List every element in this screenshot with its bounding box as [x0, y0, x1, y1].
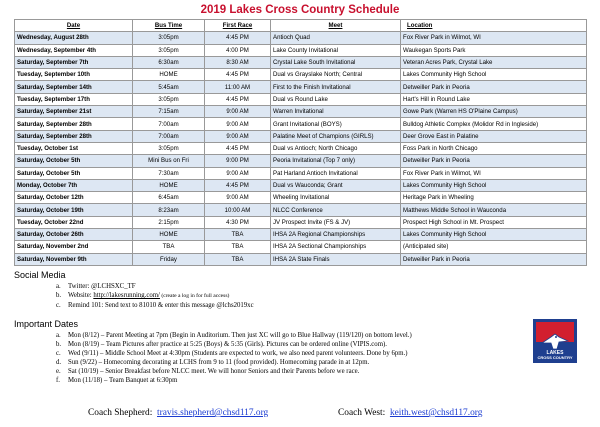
cell-location: Waukegan Sports Park [401, 44, 587, 56]
date-text: Sun (9/22) – Homecoming decorating at LCHS from 9 to 11 (food provided). Homecoming parade in at 12pm. [68, 359, 370, 366]
coach-west-contact [338, 408, 482, 418]
cell-bus-time: 6:30am [133, 56, 205, 68]
header-bus-time: Bus Time [133, 20, 205, 32]
cell-meet: Dual vs Round Lake [271, 93, 401, 105]
table-row [15, 241, 587, 253]
cell-bus-time: HOME [133, 69, 205, 81]
cell-location: (Anticipated site) [401, 241, 587, 253]
cell-bus-time: 7:00am [133, 130, 205, 142]
list-item [56, 367, 412, 376]
cell-first-race: TBA [205, 253, 271, 265]
table-row [15, 32, 587, 44]
cell-first-race: 9:00 AM [205, 167, 271, 179]
table-row [15, 253, 587, 265]
cell-location: Heritage Park in Wheeling [401, 192, 587, 204]
cell-first-race: 10:00 AM [205, 204, 271, 216]
cell-first-race: 11:00 AM [205, 81, 271, 93]
cell-location: Bulldog Athletic Complex (Molidor Rd in Ingleside) [401, 118, 587, 130]
cell-location: Deer Grove East in Palatine [401, 130, 587, 142]
cell-meet: Lake County Invitational [271, 44, 401, 56]
cell-date: Saturday, October 5th [15, 167, 133, 179]
list-item [56, 291, 254, 301]
cell-meet: Dual vs Antioch; North Chicago [271, 142, 401, 154]
coach-west-email-link[interactable]: keith.west@chsd117.org [389, 408, 483, 418]
cell-bus-time: Friday [133, 253, 205, 265]
cell-meet: NLCC Conference [271, 204, 401, 216]
table-row [15, 118, 587, 130]
cell-date: Monday, October 7th [15, 179, 133, 191]
cell-location: Gowe Park (Warren HS O'Plaine Campus) [401, 106, 587, 118]
cell-date: Tuesday, September 17th [15, 93, 133, 105]
schedule-table [14, 19, 587, 266]
cell-location: Veteran Acres Park, Crystal Lake [401, 56, 587, 68]
cell-first-race: 4:45 PM [205, 142, 271, 154]
cell-first-race: TBA [205, 229, 271, 241]
table-row [15, 93, 587, 105]
cell-date: Saturday, October 26th [15, 229, 133, 241]
cell-first-race: 4:45 PM [205, 93, 271, 105]
table-row [15, 56, 587, 68]
list-item [56, 301, 254, 310]
cell-bus-time: 2:15pm [133, 216, 205, 228]
table-row [15, 106, 587, 118]
header-location: Location [401, 20, 587, 32]
cell-meet: Pat Harland Antioch Invitational [271, 167, 401, 179]
cell-location: Lakes Community High School [401, 69, 587, 81]
cell-bus-time: Mini Bus on Fri [133, 155, 205, 167]
important-dates-list [56, 331, 412, 385]
cell-date: Saturday, October 5th [15, 155, 133, 167]
cell-meet: Peoria Invitational (Top 7 only) [271, 155, 401, 167]
cell-first-race: 4:30 PM [205, 216, 271, 228]
date-text: Mon (8/19) – Team Pictures after practice at 5:25 (Boys) & 5:35 (Girls). Pictures can be ordered online (VIPIS.com). [68, 341, 387, 348]
cell-bus-time: HOME [133, 179, 205, 191]
cell-bus-time: 7:30am [133, 167, 205, 179]
website-label: Website: [68, 292, 94, 299]
header-date: Date [15, 20, 133, 32]
coach-shepherd-email-link[interactable]: travis.shepherd@chsd117.org [157, 408, 269, 418]
cell-bus-time: 3:05pm [133, 32, 205, 44]
table-header-row [15, 20, 587, 32]
list-letter: b. [56, 292, 62, 299]
cell-first-race: 4:00 PM [205, 44, 271, 56]
cell-bus-time: 3:05pm [133, 44, 205, 56]
cell-meet: Grant Invitational (BOYS) [271, 118, 401, 130]
cell-location: Detweiller Park in Peoria [401, 155, 587, 167]
table-row [15, 167, 587, 179]
header-first-race: First Race [205, 20, 271, 32]
cell-location: Detweiller Park in Peoria [401, 81, 587, 93]
table-row [15, 81, 587, 93]
table-row [15, 44, 587, 56]
table-row [15, 69, 587, 81]
cell-meet: Antioch Quad [271, 32, 401, 44]
cell-first-race: 9:00 PM [205, 155, 271, 167]
list-letter: c. [56, 350, 61, 357]
cell-meet: Crystal Lake South Invitational [271, 56, 401, 68]
cell-location: Hart's Hill in Round Lake [401, 93, 587, 105]
cell-location: Lakes Community High School [401, 179, 587, 191]
table-row [15, 192, 587, 204]
table-row [15, 229, 587, 241]
date-text: Wed (9/11) – Middle School Meet at 4:30pm (Students are expected to work, we also need parent volunteers. Done by 6pm.) [68, 350, 408, 357]
cell-bus-time: TBA [133, 241, 205, 253]
list-letter: d. [56, 359, 62, 366]
cell-first-race: 9:00 AM [205, 106, 271, 118]
date-text: Mon (8/12) – Parent Meeting at 7pm (Begin in Auditorium. Then just XC will go to Blue Hallway (119/120) on bottom level.) [68, 332, 412, 339]
cell-bus-time: 3:05pm [133, 93, 205, 105]
cell-first-race: 4:45 PM [205, 179, 271, 191]
important-dates-heading: Important Dates [14, 319, 79, 329]
social-media-heading: Social Media [14, 270, 66, 280]
cell-bus-time: 7:15am [133, 106, 205, 118]
social-media-list [56, 282, 254, 310]
cell-date: Saturday, September 28th [15, 118, 133, 130]
cell-date: Tuesday, October 22nd [15, 216, 133, 228]
list-item [56, 331, 412, 340]
cell-meet: Dual vs Wauconda; Grant [271, 179, 401, 191]
list-letter: f. [56, 377, 60, 384]
cell-first-race: TBA [205, 241, 271, 253]
cell-date: Saturday, September 7th [15, 56, 133, 68]
list-item [56, 376, 412, 385]
cell-first-race: 8:30 AM [205, 56, 271, 68]
cell-first-race: 9:00 AM [205, 118, 271, 130]
cell-meet: Wheeling Invitational [271, 192, 401, 204]
list-letter: a. [56, 332, 61, 339]
cell-location: Detweiller Park in Peoria [401, 253, 587, 265]
cell-bus-time: 7:00am [133, 118, 205, 130]
lakes-eagle-logo [533, 319, 577, 363]
list-letter: a. [56, 283, 61, 290]
table-row [15, 204, 587, 216]
cell-bus-time: 3:05pm [133, 142, 205, 154]
cell-meet: IHSA 2A State Finals [271, 253, 401, 265]
schedule-title: 2019 Lakes Cross Country Schedule [200, 4, 400, 16]
cell-meet: IHSA 2A Regional Championships [271, 229, 401, 241]
logo-text-cross-country: CROSS COUNTRY [537, 355, 573, 360]
cell-first-race: 9:00 AM [205, 192, 271, 204]
cell-date: Saturday, October 19th [15, 204, 133, 216]
cell-date: Saturday, September 14th [15, 81, 133, 93]
cell-meet: IHSA 2A Sectional Championships [271, 241, 401, 253]
cell-meet: Warren Invitational [271, 106, 401, 118]
table-row [15, 130, 587, 142]
cell-date: Tuesday, October 1st [15, 142, 133, 154]
cell-date: Saturday, November 9th [15, 253, 133, 265]
coach-label: Coach Shepherd: [88, 408, 153, 418]
header-meet: Meet [271, 20, 401, 32]
list-letter: b. [56, 341, 62, 348]
date-text: Mon (11/18) – Team Banquet at 6:30pm [68, 377, 178, 384]
list-item [56, 358, 412, 367]
cell-meet: First to the Finish Invitational [271, 81, 401, 93]
cell-meet: Dual vs Grayslake North; Central [271, 69, 401, 81]
table-row [15, 179, 587, 191]
coach-label: Coach West: [338, 408, 386, 418]
cell-date: Wednesday, September 4th [15, 44, 133, 56]
cell-date: Saturday, September 28th [15, 130, 133, 142]
cell-location: Fox River Park in Wilmot, WI [401, 167, 587, 179]
cell-date: Wednesday, August 28th [15, 32, 133, 44]
twitter-handle: Twitter: @LCHSXC_TF [68, 283, 136, 290]
list-item [56, 349, 412, 358]
cell-first-race: 4:45 PM [205, 32, 271, 44]
eagle-icon [541, 333, 569, 351]
cell-location: Prospect High School in Mt. Prospect [401, 216, 587, 228]
table-row [15, 155, 587, 167]
list-item [56, 282, 254, 291]
cell-date: Saturday, September 21st [15, 106, 133, 118]
cell-bus-time: 6:45am [133, 192, 205, 204]
cell-date: Saturday, November 2nd [15, 241, 133, 253]
cell-first-race: 4:45 PM [205, 69, 271, 81]
cell-location: Foss Park in North Chicago [401, 142, 587, 154]
cell-date: Tuesday, September 10th [15, 69, 133, 81]
list-letter: c. [56, 302, 61, 309]
cell-location: Fox River Park in Wilmot, WI [401, 32, 587, 44]
remind-text: Remind 101: Send text to 81010 & enter this message @lchs2019xc [68, 302, 254, 309]
cell-location: Matthews Middle School in Wauconda [401, 204, 587, 216]
cell-meet: JV Prospect Invite (FS & JV) [271, 216, 401, 228]
cell-date: Saturday, October 12th [15, 192, 133, 204]
cell-bus-time: 5:45am [133, 81, 205, 93]
date-text: Sat (10/19) – Senior Breakfast before NLCC meet. We will honor Seniors and their Parents before we race. [68, 368, 360, 375]
list-item [56, 340, 412, 349]
coach-shepherd-contact [88, 408, 268, 418]
website-note: (create a log in for full access) [159, 293, 230, 299]
cell-location: Lakes Community High School [401, 229, 587, 241]
cell-bus-time: HOME [133, 229, 205, 241]
cell-meet: Palatine Meet of Champions (GIRLS) [271, 130, 401, 142]
cell-first-race: 9:00 AM [205, 130, 271, 142]
table-row [15, 216, 587, 228]
cell-bus-time: 8:23am [133, 204, 205, 216]
logo-text-lakes: LAKES [546, 350, 564, 356]
table-row [15, 142, 587, 154]
website-link[interactable]: http://lakesrunning.com/ [93, 292, 160, 299]
list-letter: e. [56, 368, 61, 375]
